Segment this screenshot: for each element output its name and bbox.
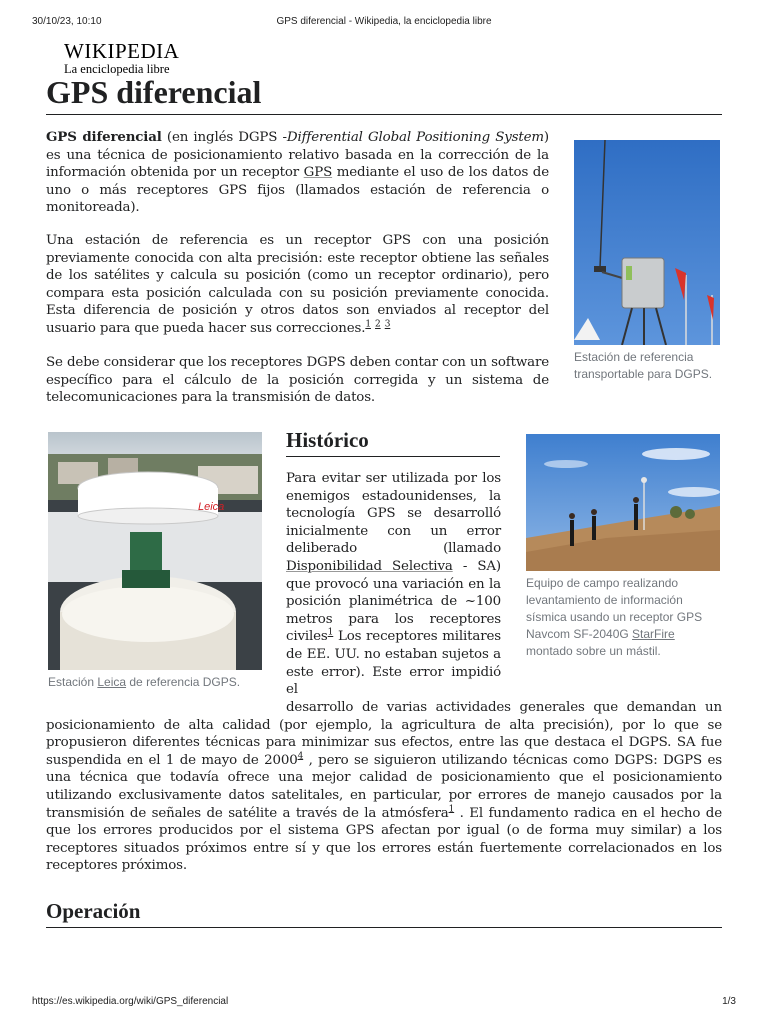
logo-tagline: La enciclopedia libre	[64, 62, 170, 76]
leica-dome-label: Leica	[198, 501, 225, 513]
field-team-image[interactable]	[526, 434, 720, 571]
term-italic: Differential Global Positioning System	[286, 130, 544, 145]
print-page-number: 1/3	[722, 996, 736, 1007]
gps-link[interactable]: GPS	[303, 165, 333, 181]
historic-paragraph-wide: desarrollo de varias actividades generales que demandan un posicionamiento de alta calidad (por ejemplo, la agricultura de alta precisión), por lo que se propusieron diferentes técnicas para minimizar sus efectos, entre las que destaca el DGPS. SA fue suspendida en el 1 de mayo de 2000$^4$ , pero se siguieron utilizando técnicas como DGPS: DGPS es una técnica que todavía ofrece una mejor calidad de posicionamiento que el posicionamiento utilizando exclusivamente datos satelitales, en particular, por errores de manejo causados por la transmisión de señales de satélite a través de la atmósfera$^1$ . El fundamento radica en el hecho de que los errores producidos por el sistema GPS afectan por igual (o de forma muy similar) a los receptores situados próximos entre sí y que los errores están fuertemente correlacionados en los receptores próximos.	[46, 700, 723, 874]
ref-2[interactable]: 2	[375, 319, 381, 330]
print-doc-title: GPS diferencial - Wikipedia, la enciclopedia libre	[276, 16, 492, 27]
print-url: https://es.wikipedia.org/wiki/GPS_diferencial	[32, 996, 229, 1007]
logo-wordmark: WIKIPEDIA	[64, 39, 180, 63]
print-header	[32, 16, 736, 30]
intro-paragraph-1: GPS diferencial (en inglés DGPS -Differential Global Positioning System) es una técnica de posicionamiento relativo basada en la corrección de la información obtenida por un receptor GPS mediante el uso de los datos de uno o más receptores GPS fijos (llamados estación de referencia o monitoreada).	[46, 129, 549, 216]
leica-station-image[interactable]	[48, 432, 262, 670]
ref-4[interactable]: 4	[297, 751, 304, 762]
ref-3[interactable]: 3	[384, 319, 391, 330]
starfire-link[interactable]: StarFire	[632, 627, 675, 641]
ref-1-atmosphere[interactable]: 1	[448, 804, 455, 815]
intro-paragraph-3: Se debe considerar que los receptores DGPS deben contar con un software específico para el cálculo de la posición corregida y un sistema de telecomunicaciones para la transmisión de datos.	[46, 355, 549, 406]
intro-paragraph-2: Una estación de referencia es un receptor GPS con una posición previamente conocida con alta precisión: este receptor obtiene las señales de los satélites y calcula su posición (como un receptor ordinario), pero compara esta posición calculada con su posición previamente conocida. Esta diferencia de posición y otros datos son enviados al receptor del usuario para que pueda hacer sus correcciones.$^1$ $^2$ $^3$	[46, 233, 549, 336]
figure-reference-station	[574, 140, 720, 383]
leica-link[interactable]: Leica	[97, 675, 127, 689]
historic-paragraph-narrow: Para evitar ser utilizada por los enemigos estadounidenses, la tecnología GPS se desarrolló inicialmente con un error deliberado (llamado Disponibilidad Selectiva - SA) que provocó una variación en la posición planimétrica de ~100 metros para los receptores civiles$^1$ Los receptores militares de EE. UU. no estaban sujetos a este error). Este error impidió el	[286, 471, 501, 698]
print-datetime: 30/10/23, 10:10	[32, 16, 102, 27]
figure-leica-station	[48, 432, 262, 691]
section-heading-operacion: Operación	[46, 898, 722, 928]
field-team-caption: Equipo de campo realizando levantamiento de información sísmica usando un receptor GPS Navcom SF-2040G StarFire montado sobre un mástil.	[526, 576, 703, 658]
selective-availability-link[interactable]: Disponibilidad Selectiva	[286, 558, 453, 574]
wikipedia-logo[interactable]	[64, 40, 194, 76]
leica-caption: Estación Leica de referencia DGPS.	[48, 675, 241, 689]
section-heading-historico: Histórico	[286, 427, 500, 457]
figure-field-team	[526, 434, 720, 660]
term-bold: GPS diferencial	[46, 129, 162, 145]
print-footer	[32, 996, 736, 1010]
ref-1-civil[interactable]: 1	[327, 627, 334, 638]
page-title: GPS diferencial	[46, 72, 722, 115]
ref-1[interactable]: 1	[365, 319, 371, 330]
reference-station-image[interactable]	[574, 140, 720, 345]
reference-station-caption: Estación de referencia transportable para DGPS.	[574, 350, 713, 381]
